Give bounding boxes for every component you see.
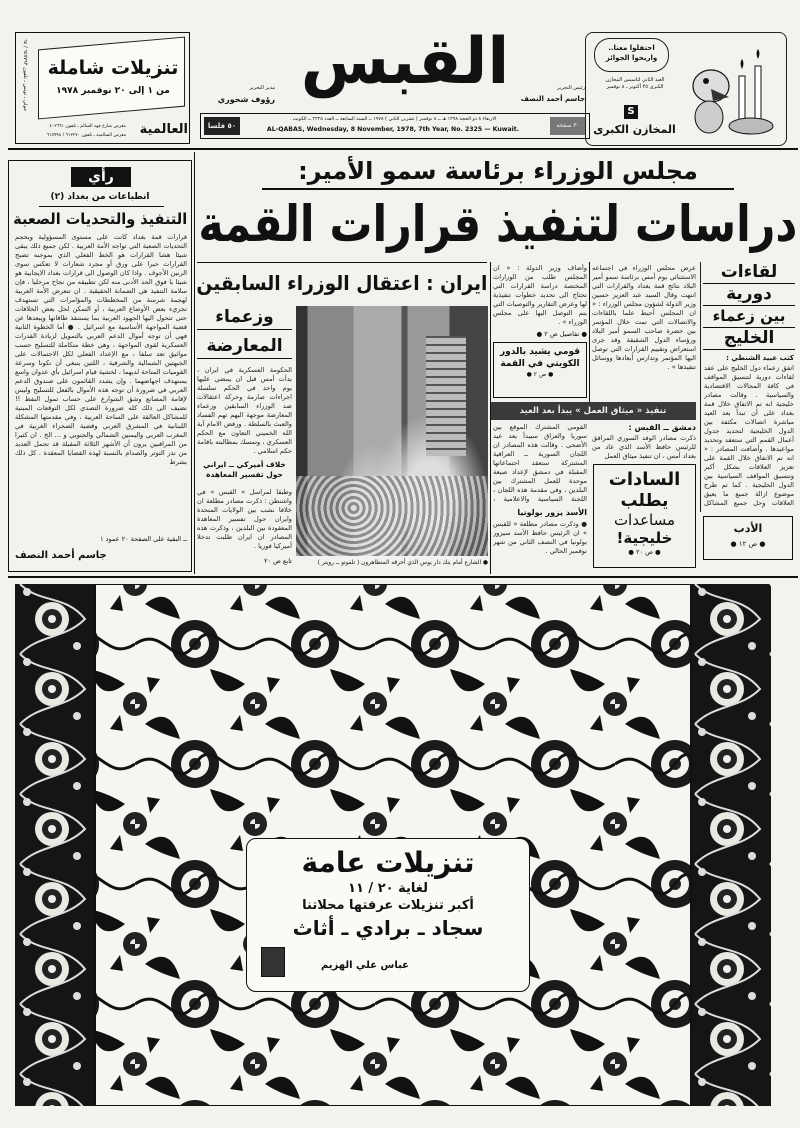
sadat-line-4: خليجية! — [616, 529, 673, 547]
iran-subhead-1: وزعماء — [197, 305, 292, 330]
sadat-line-2: يطلب — [620, 491, 669, 511]
gulf-byline: كتب عبيد الشنطي : — [726, 354, 794, 362]
opinion-title: التنفيذ والتحديات الصعبة — [13, 210, 188, 228]
opinion-divider — [39, 206, 164, 207]
managing-editor: رؤوف شحوري — [217, 95, 275, 104]
photo-building — [426, 336, 466, 456]
dateline-english: AL-QABAS, Wednesday, 8 November, 1978, 7th Year, No. 2325 — Kuwait. — [266, 126, 520, 133]
sadat-page-ref: ● ص ٢٠ ● — [628, 548, 661, 556]
crown-logo-icon — [261, 947, 285, 977]
carpet-ad-tagline: أكبر تنزيلات عرفتها محلاتنا — [302, 898, 474, 913]
cabinet-body-2: وأضاف وزير الدولة : « ان المجلس طلب من الوزارات المختصة دراسة القرارات التي تحتاج الى تحديد خطوات تنفيذية لها وعرض التقارير والتوصيات التي يتم التوصل اليها على مجلس الوزراء » . — [493, 264, 587, 326]
iran-news-photo — [296, 306, 488, 556]
ad-almiya-sidebar: حولي ـ تونس ـ تلفون ٦٤٧٧٩٣ / ٦٤ — [22, 39, 28, 112]
column-rule — [490, 262, 491, 574]
cabinet-body-1: عرض مجلس الوزراء في اجتماعه الاستثنائي يوم أمس برئاسة سمو أمير البلاد نتائج قمة بغداد والقرارات التي انتهت وقال السيد عبد العزيز حسين وزير الدولة لشؤون مجلس الوزراء : « ان المجلس أحيط علما باللقاءات والاتصالات التي تمت خلال المؤتمر بين حضرة صاحب السمو أمير البلاد ورؤساء الدول الشقيقة وقد جرى استعراض وتقييم القرارات التي توصل اليها المؤتمر وتدارس أبعادها ووسائل تنفيذها » . — [592, 264, 696, 371]
sadat-line-3: مساعدات — [613, 511, 676, 529]
ad-big-stores-text: العيد الثاني لتأسيس المخازن الكبرى ٢٥ أكتوبر ـ ٨ نوفمبر — [605, 77, 665, 90]
opinion-continued: ــ البقية على الصفحة ٢٠ عمود ١ — [100, 535, 187, 543]
qawmi-title: قومي يشيد بالدور الكويتي في القمة — [499, 347, 580, 369]
column-rule — [589, 262, 590, 402]
carpet-ad-brand: عباس علي الهزيم — [320, 960, 409, 971]
column-rule — [194, 152, 195, 574]
literature-page-ref: ● ص ١٢ ● — [730, 540, 766, 548]
damascus-subhead: الأسد يزور بولونيا — [517, 508, 587, 517]
dateline-arabic: الاربعاء ٨ ذو الحجة ١٣٩٨ هـ ــ ٨ نوفمبر ( تشرين الثاني ) ١٩٧٨ ــ السنة السابعة ــ العدد ٢٣٢٥ ــ الكويت . — [289, 117, 497, 122]
damascus-body-3: ● وذكرت مصادر مطلعة « للقبس » ان الرئيس حافظ الأسد سيزور بولونيا في النصف الثاني من شهر نوفمبر الحالي . — [493, 520, 587, 555]
charter-banner: تنفيذ « ميثاق العمل » يبدأ بعد العيد — [490, 402, 696, 420]
dateline-bar — [200, 113, 590, 139]
opinion-body: قرارات قمة بغداد كانت على مستوى المسؤولية وبحجم التحديات الصعبة التي تواجه الأمة العربية . لكن جميع ذلك يبقى شيئا هشا القرارات هو الخط الفعلي الذي بموجبه تصبح القرارات حبرا على ورق أو مجرد شعارات لا تعكس سوى الرنين الأجوف . واذا كان الوصول الى قرارات بغداد الايجابية هو شيئا يا فوق الحد الأدنى منه لكن تطبيقه من نجاح مرحليا ، فإن سلامة التنفيذ هي الضمانة الحقيقية . ان تتعرض الأمة العربية لهجمة شرسة من المخططات والمؤامرات التي تستهدف تجزيء بعض الأوضاع العربية ، أو التمكن لحل بعض الخلافات حتى تتحول اليها الجهود العربية بما يستنفذ طاقاتها ويبعدها عن قضية المواجهة الأساسية مع اسرائيل . ● أما الخطوة الثانية فهي أن توجه أموال الدعم العربي بالتمويل لزيادة القدرات العسكرية لقوى المواجهة ، وهي خطة متكاملة للتسليح حسب مواثيق تعد سلفا ، مع الإعداد الفعلي لكل الاحتمالات على الجبهتين الشمالية والشرقية ، اللتين ينبغي أن تكونا وسرعة القوميات المتاحة لديهما ، لخشية قيام اسرائيل بأي عدوان واسع يستهدف اجهاضهما . وإن يشدد القائمون على صندوق الدعم العربي في ضرورة أن توجه هذه الأموال بالفعل للتسليح وليس لإقامة المصانع وشق الشوارع على حساب تمول النفط !! نضيف الى ذلك كله ضرورة التصدي لكل التوقعات المبنية للمشاكل العالقة على الساحة العربية ، وفي مقدمتها المشكلة اللبنانية في المشرق العربي وقضية الصحراء الغربية في المغرب العربي واليمنين الشمالي والجنوبي و ... الخ . ان كثيرا من المراقبين يرون أن الأشهر الثلاثة المقبلة قد تحمل العديد من نذر التوتر والصدام بالنسبة لهذه القضايا المعقدة . كل ذلك بشرط — [15, 233, 187, 466]
kicker-underline — [262, 188, 734, 190]
literature-box[interactable] — [703, 516, 793, 560]
iran-body: الحكومة العسكرية في ايران ، بدأت أمس قبل ان يمضي عليها يوم واحد في الحكم سلسلة اجراءات صارمة وحركة اعتقالات ضد الوزراء السابقين وزعماء المعارضة موجهة اليهم تهم الفساد والعبث بالسلطة . ورفض الامام آية الله الخميني التعاون مع الحكم العسكري ، وتمسك بمطالبته باقامة حكم اسلامي . — [197, 366, 292, 455]
ad-almiya-dates: من ١ إلى ٢٠ نوفمبر ١٩٧٨ — [56, 86, 170, 96]
editor-in-chief-label: رئيس التحرير — [557, 85, 585, 91]
section-divider — [8, 576, 798, 578]
opinion-author: جاسم أحمد النصف — [15, 550, 107, 561]
gulf-title-line-3: بين زعماء — [703, 306, 795, 328]
ad-almiya-brand: العالمية — [139, 122, 188, 137]
pages-badge: ٣٠ صفحة — [550, 117, 586, 135]
carpet-ad-box — [246, 838, 530, 992]
iran-photo-caption: ● الشارع أمام بنك دار يوس الذي أحرقه المتظاهرون ( تلفوتو ــ رويتر ) — [317, 560, 488, 566]
masthead-divider — [8, 148, 798, 150]
gulf-title-line-1: لقاءات — [703, 262, 795, 284]
iran-headline: ايران : اعتقال الوزراء السابقين — [196, 271, 488, 295]
gulf-title-line-2: دورية — [703, 284, 795, 306]
bird-mascot-illustration — [681, 41, 781, 141]
gulf-story — [700, 262, 797, 512]
ad-big-stores — [585, 32, 787, 146]
ad-almiya — [15, 32, 190, 144]
damascus-dateline: دمشق ــ القبس : — [628, 423, 696, 432]
ad-almiya-address-1: معرض شارع فهد السالم ـ تلفون ٤٠٢٦٦١ — [49, 124, 126, 129]
ad-almiya-address-2: معرض السالمية ـ تلفون ٦١٢٢٧٠ / ٦١٥٩٩٨ — [46, 133, 126, 138]
ad-big-stores-bubble: احتفلوا معنا.. واربحوا الجوائز — [594, 38, 669, 72]
managing-editor-label: مدير التحرير — [249, 85, 275, 91]
iran-subhead-treaty: خلاف أميركي ــ ايراني حول تفسير المعاهدة — [203, 460, 286, 479]
photo-debris — [296, 476, 488, 556]
editor-in-chief: جاسم أحمد النصف — [520, 95, 585, 103]
opinion-badge: رأي — [71, 167, 131, 187]
iran-top-rule — [197, 262, 487, 263]
damascus-body-2: القومي المشترك الموقع بين سوريا والعراق سيبدأ بعد عيد الأضحى . وقالت هذه المصادر ان اللجان السورية ــ العراقية المشتركة ستعقد اجتماعاتها المقبلة في دمشق لإعداد صيغة موحدة للعمل المشترك بين البلدين ، وفي مقدمة هذه اللجان ، اللجنة السياسية والاعلامية ، — [493, 423, 587, 503]
main-headline-kicker: مجلس الوزراء برئاسة سمو الأمير: — [298, 157, 698, 185]
iran-body-2: وطبقا لمراسل « القبس » في واشنطن : ذكرت مصادر مطلعة ان خلافا نشب بين الولايات المتحدة وايران حول تفسير المعاهدة المعقودة بين البلدين ، وذكرت هذه المصادر ان ايران طلبت تدخلا أميركيا فوريا . — [197, 488, 292, 550]
gulf-body: اتفق زعماء دول الخليج على عقد لقاءات دورية لتنسيق المواقف في كافة المجالات الاقتصادية والسياسية . وقالت مصادر خليجية انه تم الاتفاق خلال قمة بغداد على أن تبدأ بعد العيد مباشرة اتصالات مكثفة بين الدول الخليجية لتحديد جدول أعمال القمم التي ستعقد وتحديد مواعيدها . وأضافت المصادر : « انه تم الاتفاق خلال القمة على تعزيز العلاقات بشكل أكبر وتنسيق المواقف السياسية بين الدول الخليجية . كما تم طرح موضوع ازالة جميع ما يعيق العلاقات وحل جميع المشاكل — [704, 364, 794, 507]
gulf-title-line-4: الخليج — [703, 328, 795, 350]
iran-continued-link[interactable]: تابع ص ٢٠ — [263, 557, 292, 565]
ad-big-stores-brand: المخازن الكبرى — [593, 123, 676, 136]
masthead-logo: القبس — [300, 25, 510, 99]
sadat-line-1: السادات — [608, 469, 681, 490]
opinion-column — [8, 160, 192, 572]
price-badge: ٥٠ فلسا — [204, 117, 240, 135]
main-headline-title: دراسات لتنفيذ قرارات القمة — [198, 195, 798, 253]
qawmi-box[interactable] — [493, 342, 587, 398]
damascus-body: ذكرت مصادر الوفد السوري المرافق للرئيس حافظ الأسد الذي عاد من بغداد أمس ، ان تنفيذ ميثاق العمل — [592, 434, 696, 460]
qawmi-page-ref: ● ص ٢ ● — [526, 371, 554, 378]
opinion-series: انطباعات من بغداد (٢) — [50, 192, 150, 202]
iran-subhead-2: المعارضة — [197, 334, 292, 359]
carpet-ad-until: لغاية ٢٠ / ١١ — [348, 881, 428, 896]
sadat-box[interactable] — [593, 464, 696, 568]
big-stores-logo-icon: S — [624, 105, 638, 119]
ad-almiya-headline: تنزيلات شاملة — [47, 57, 179, 79]
cabinet-details-link[interactable]: ● تفاصيل ص ٢ ● — [536, 330, 587, 338]
literature-title: الأدب — [733, 522, 763, 535]
carpet-ad-headline: تنزيلات عامة — [301, 846, 475, 879]
carpet-ad-products: سجاد ـ برادي ـ أثاث — [292, 916, 484, 940]
